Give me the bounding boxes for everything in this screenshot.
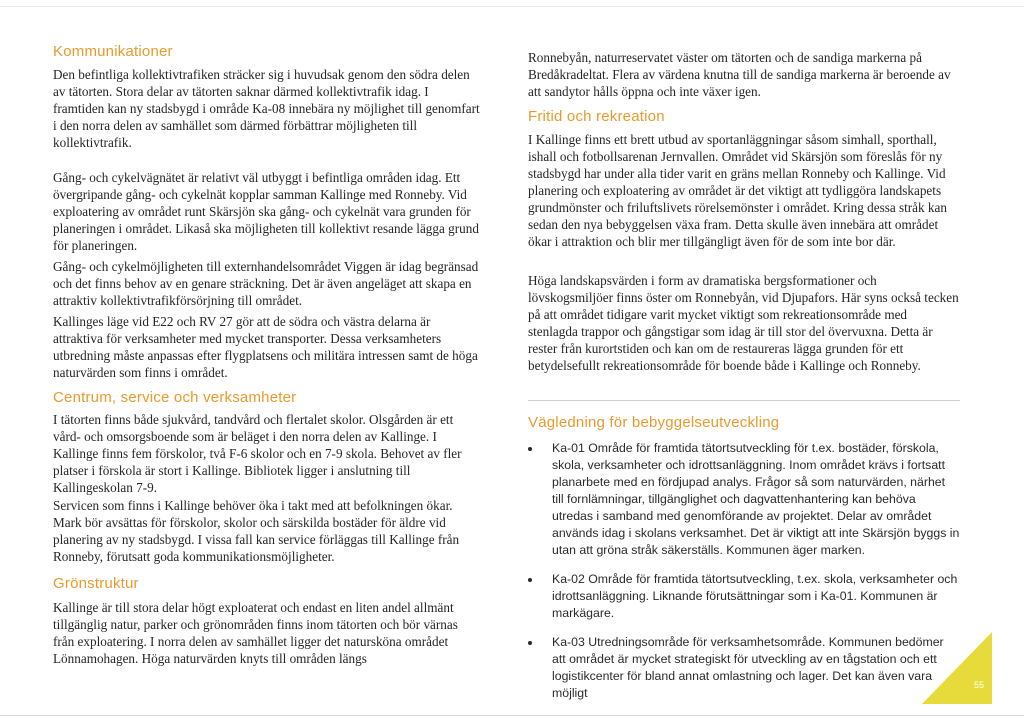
list-item-text: Ka-01 Område för framtida tätortsutveckling för t.ex. bostäder, förskola, skola, verksamheter och idrottsanläggning. Inom området krävs i fortsatt planarbete med en fördjupad analys. Frågor så som naturvärden, närhet till fornlämningar, tillgänglighet och dagvattenhantering kan behöva utredas i samband med genomförande av projektet. Delar av området används idag i skolans verksamhet. Det är viktigt att inte Skärsjön byggs in utan att gröna stråk säkerställs. Kommunen äger marken. [552, 441, 960, 557]
corner-triangle-decoration [922, 632, 992, 704]
list-item [528, 440, 960, 559]
paragraph: Gång- och cykelmöjligheten till externhandelsområdet Viggen är idag begränsad och det finns behov av en genare sträckning. Det är även angeläget att skapa en attraktiv kollektivtrafikförsörjning till området. [53, 259, 479, 308]
bullet-icon [528, 578, 532, 582]
heading-kommunikationer: Kommunikationer [53, 43, 173, 60]
paragraph: I Kallinge finns ett brett utbud av sportanläggningar såsom simhall, sporthall, ishall och fotbollsarenan Jernvallen. Området vid Skärsjön som föreslås för ny stadsbygd har under alla tider varit en gräns mellan Ronneby och Kallinge. Vid planering och exploatering av området är det viktigt att tydliggöra landskapets grundmönster och friluftslivets rörelsemönster i området. Kring dessa stråk kan sedan den nya bebyggelsen växa fram. Detta skulle även innebära att området ökar i attraktion och blir mer tillgängligt även för de som inte bor där. [528, 132, 947, 249]
section-rule [528, 400, 960, 401]
heading-gronstruktur: Grönstruktur [53, 575, 139, 592]
bullet-icon [528, 641, 532, 645]
list-item-text: Ka-02 Område för framtida tätortsutveckling, t.ex. skola, verksamheter och idrottsanläggning. Liknande förutsättningar som i Ka-01. Kommunen är markägare. [552, 572, 958, 620]
bottom-rule [0, 715, 1024, 716]
list-item [528, 634, 960, 702]
page-number: 55 [973, 680, 984, 690]
guidance-list [528, 440, 960, 702]
paragraph: Gång- och cykelvägnätet är relativt väl utbyggt i befintliga områden idag. Ett övergripande gång- och cykelnät kopplar samman Kallinge med Ronneby. Vid exploatering av området runt Skärsjön ska gång- och cykelnät vara grunden för planeringen i området. Likaså ska möjligheten till kollektivt resande lägga grund för planeringen. [53, 170, 479, 253]
paragraph: Kallinge är till stora delar högt exploaterat och endast en liten andel allmänt tillgänglig natur, parker och grönområden finns inom tätorten och bör värnas från exploatering. I norra delen av samhället ligger det natursköna området Lönnamohagen. Höga naturvärden knyts till områden längs [53, 600, 458, 666]
top-rule [0, 6, 1024, 7]
paragraph: Servicen som finns i Kallinge behöver öka i takt med att befolkningen ökar. Mark bör avsättas för förskolor, skolor och särskilda bostäder för äldre vid planering av ny stadsbygd. I vissa fall kan service förläggas till Kallinge från Ronneby, förutsatt goda kommunikationsmöjligheter. [53, 498, 460, 564]
list-item-text: Ka-03 Utredningsområde för verksamhetsområde. Kommunen bedömer att området är mycket strategiskt för utveckling av en tågstation och ett logistikcenter för bland annat omlastning och lager. Det kan även vara möjligt [552, 635, 944, 700]
heading-fritid: Fritid och rekreation [528, 108, 665, 125]
paragraph: Kallinges läge vid E22 och RV 27 gör att de södra och västra delarna är attraktiva för verksamheter med mycket transporter. Dessa verksamheters utbredning måste anpassas efter flygplatsens och militära intressen samt de höga naturvärden som finns i området. [53, 314, 478, 380]
heading-centrum: Centrum, service och verksamheter [53, 389, 297, 406]
paragraph: Ronnebyån, naturreservatet väster om tätorten och de sandiga markerna på Bredåkradeltat. Flera av värdena knutna till de sandiga markerna är beroende av att sandytor hålls öppna och inte växer igen. [528, 50, 951, 99]
bullet-icon [528, 447, 532, 451]
paragraph: Den befintliga kollektivtrafiken sträcker sig i huvudsak genom den södra delen av tätorten. Stora delar av tätorten saknar därmed kollektivtrafik idag. I framtiden kan ny stadsbygd i område Ka-08 innebära ny möjlighet till genomfart i den norra delen av samhället som därmed förbättrar möjligheten till kollektivtrafik. [53, 67, 480, 150]
paragraph: Höga landskapsvärden i form av dramatiska bergsformationer och lövskogsmiljöer finns öster om Ronnebyån, vid Djupafors. Här syns också tecken på att området tidigare varit mycket viktigt som rekreationsområde med stenlagda trappor och gångstigar som idag är till stor del övervuxna. Detta är rester från kurortstiden och kan om de restaureras lägga grunden för ett betydelsefullt rekreationsområde för boende både i Kallinge och Ronneby. [528, 273, 959, 373]
paragraph: I tätorten finns både sjukvård, tandvård och flertalet skolor. Olsgården är ett vård- och omsorgsboende som är beläget i den norra delen av Kallinge. I Kallinge finns fem förskolor, två F-6 skolor och en 7-9 skola. Behovet av fler platser i förskola är stort i Kallinge. Bibliotek ligger i anslutning till Kallingeskolan 7-9. [53, 412, 462, 495]
heading-vagledning: Vägledning för bebyggelseutveckling [528, 414, 780, 431]
list-item [528, 571, 960, 622]
